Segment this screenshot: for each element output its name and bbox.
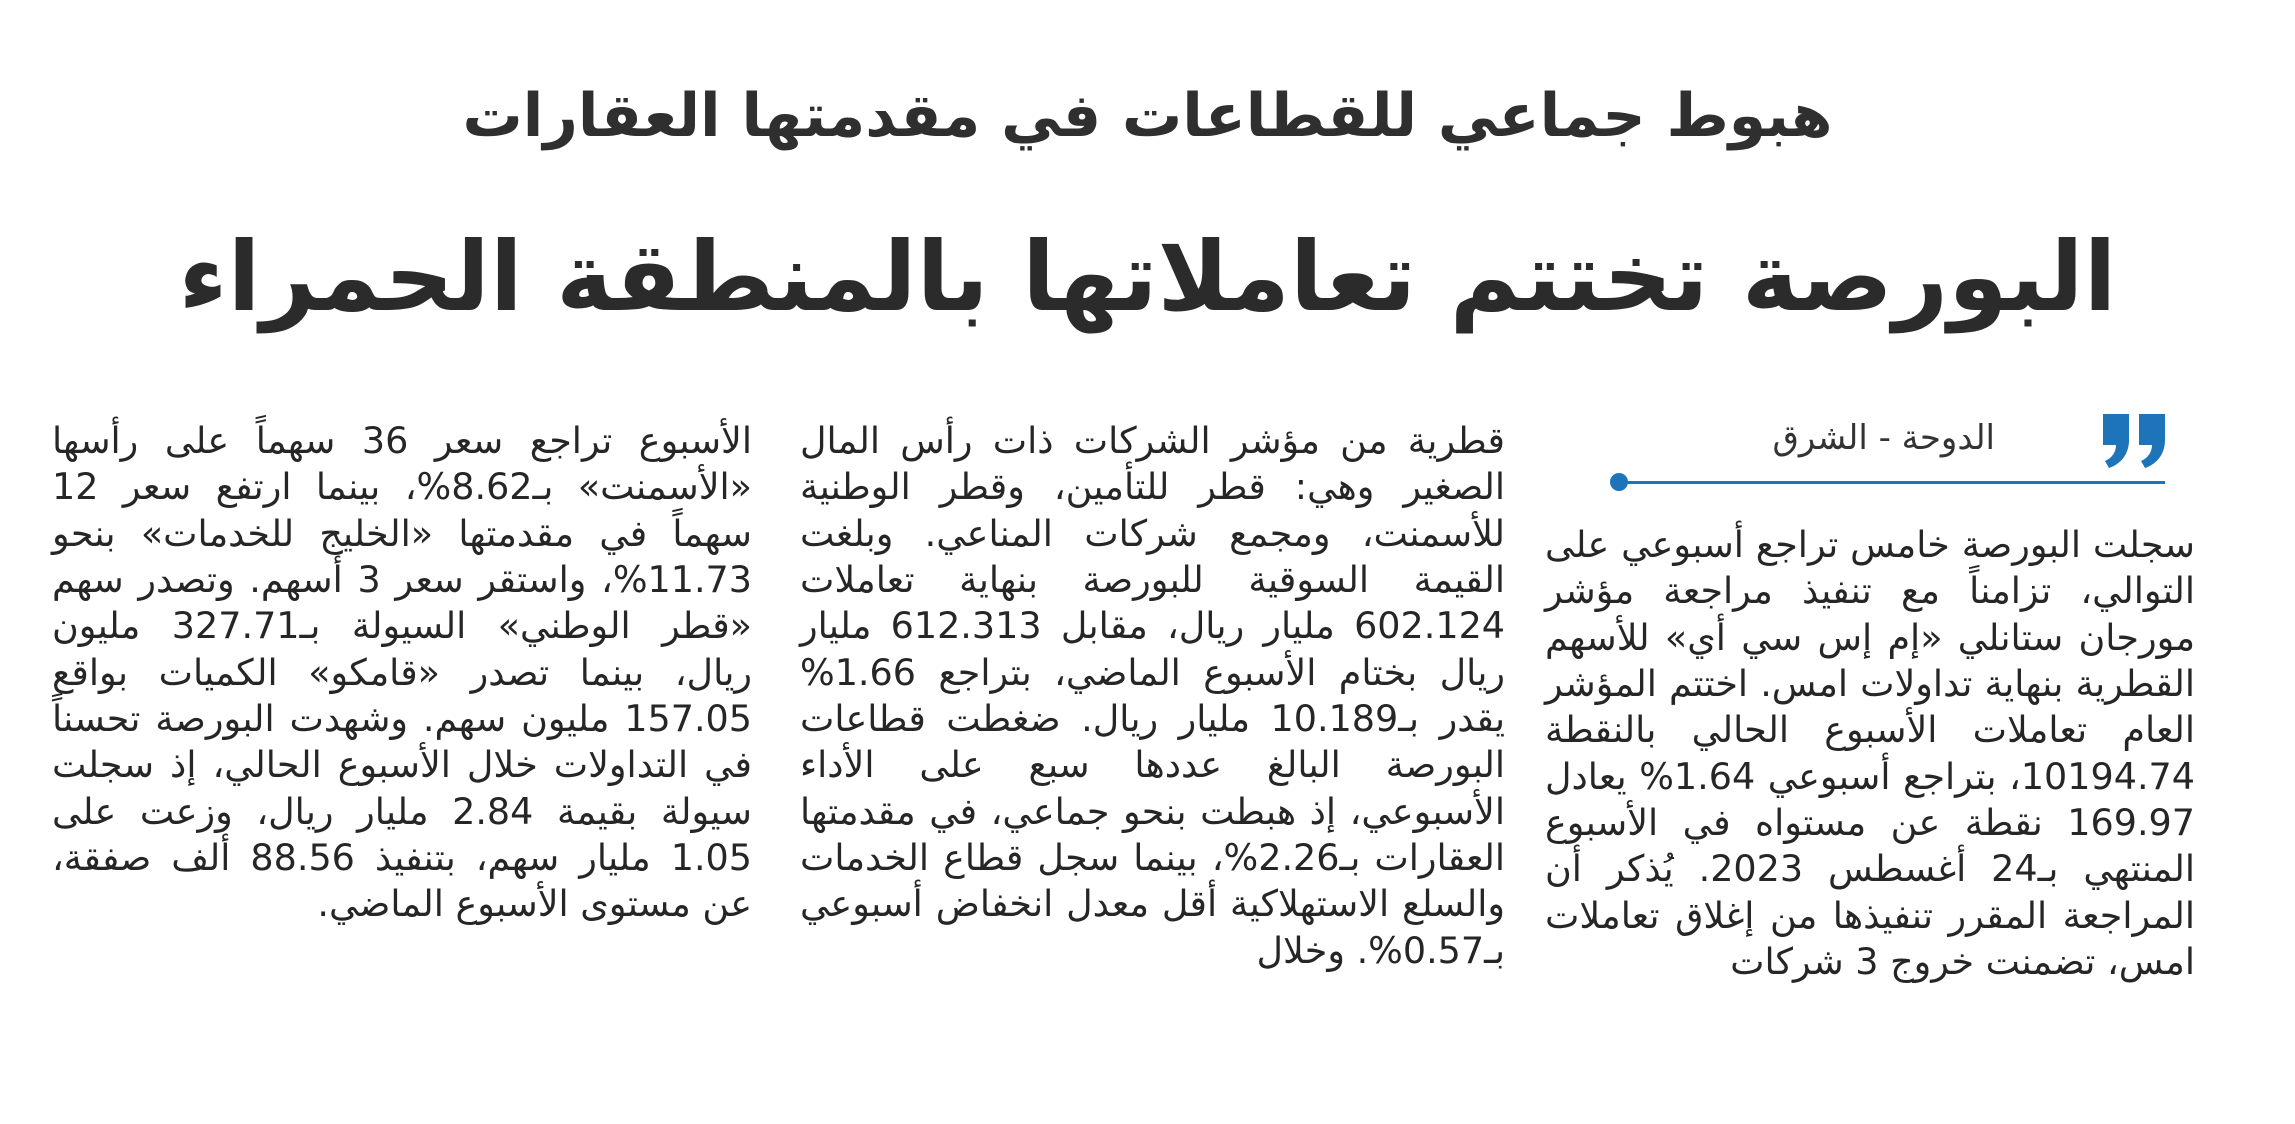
article-column-left bbox=[52, 418, 752, 928]
article-headline: البورصة تختتم تعاملاتها بالمنطقة الحمراء bbox=[178, 221, 2117, 333]
article-kicker: هبوط جماعي للقطاعات في مقدمتها العقارات bbox=[462, 81, 1833, 151]
byline-rule bbox=[1616, 481, 2165, 484]
byline-rule-dot bbox=[1610, 473, 1628, 491]
quote-icon bbox=[2095, 410, 2175, 470]
byline-location: الدوحة - الشرق bbox=[1772, 418, 1995, 458]
column-right-text: سجلت البورصة خامس تراجع أسبوعي على التوالي، تزامناً مع تنفيذ مراجعة مؤشر مورجان ستانلي «إم إس سي أي» للأسهم القطرية بنهاية تداولات امس. اختتم المؤشر العام تعاملات الأسبوع الحالي بالنقطة 10194.74، بتراجع أسبوعي 1.64% يعادل 169.97 نقطة عن مستواه في الأسبوع المنتهي بـ24 أغسطس 2023. يُذكر أن المراجعة المقرر تنفيذها من إغلاق تعاملات امس، تضمنت خروج 3 شركات bbox=[1545, 523, 2195, 984]
column-middle-text: قطرية من مؤشر الشركات ذات رأس المال الصغير وهي: قطر للتأمين، وقطر الوطنية للأسمنت، ومجمع شركات المناعي. وبلغت القيمة السوقية للبورصة بنهاية تعاملات 602.124 مليار ريال، مقابل 612.313 مليار ريال بختام الأسبوع الماضي، بتراجع 1.66% يقدر بـ10.189 مليار ريال. ضغطت قطاعات البورصة البالغ عددها سبع على الأداء الأسبوعي، إذ هبطت بنحو جماعي، في مقدمتها العقارات بـ2.26%، بينما سجل قطاع الخدمات والسلع الاستهلاكية أقل معدل انخفاض أسبوعي بـ0.57%. وخلال bbox=[800, 419, 1506, 972]
article-column-middle bbox=[800, 418, 1505, 974]
column-left-text: الأسبوع تراجع سعر 36 سهماً على رأسها «الأسمنت» بـ8.62%، بينما ارتفع سعر 12 سهماً في مقدمتها «الخليج للخدمات» بنحو 11.73%، واستقر سعر 3 أسهم. وتصدر سهم «قطر الوطني» السيولة بـ327.71 مليون ريال، بينما تصدر «قامكو» الكميات بواقع 157.05 مليون سهم. وشهدت البورصة تحسناً في التداولات خلال الأسبوع الحالي، إذ سجلت سيولة بقيمة 2.84 مليار ريال، وزعت على 1.05 مليار سهم، بتنفيذ 88.56 ألف صفقة، عن مستوى الأسبوع الماضي. bbox=[52, 419, 753, 926]
byline bbox=[1610, 408, 2190, 488]
article-column-right bbox=[1545, 522, 2195, 985]
